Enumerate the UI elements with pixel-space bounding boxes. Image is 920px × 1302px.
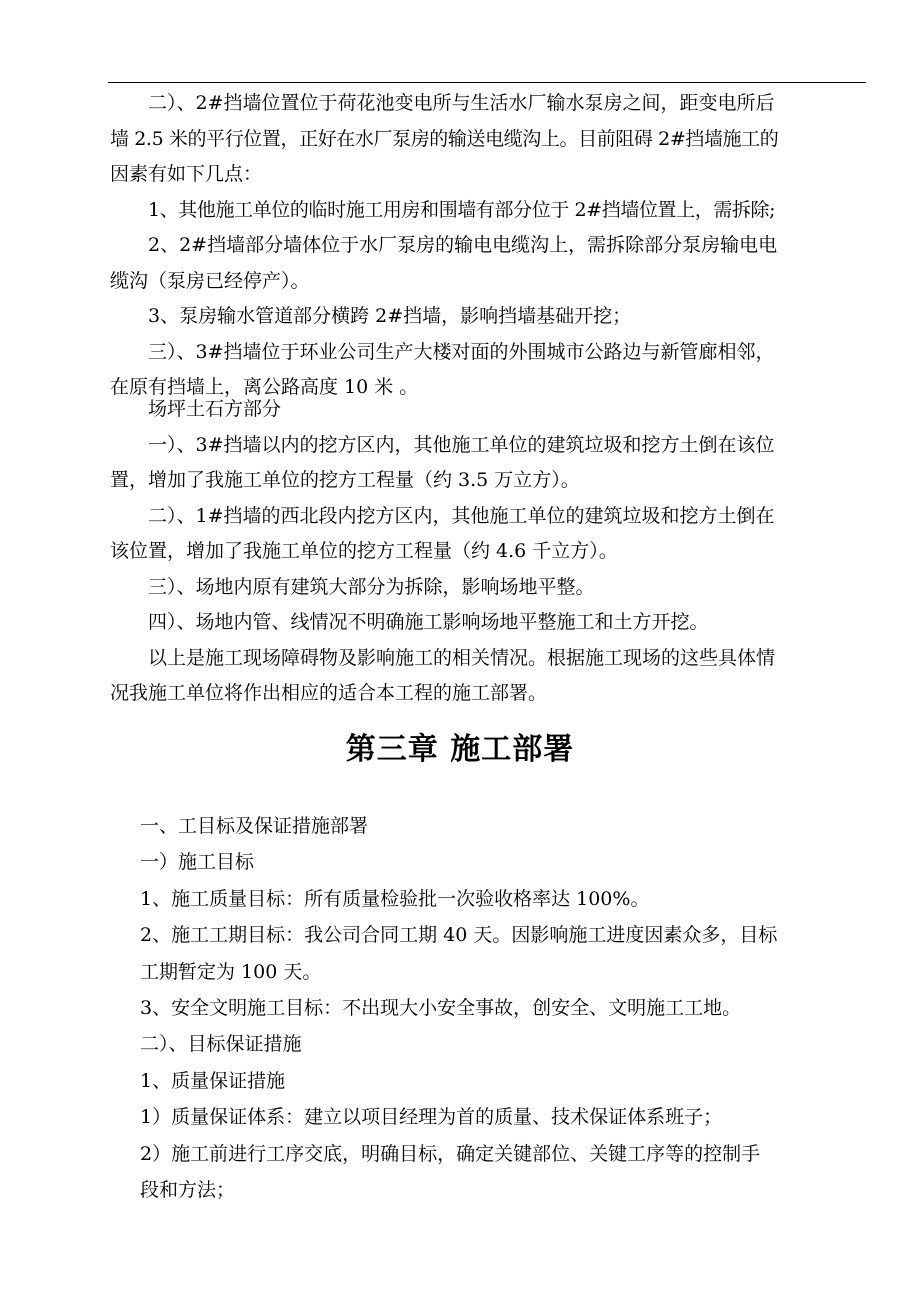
deployment-section: [110, 808, 866, 1208]
chapter-heading: 第三章 施工部署: [345, 732, 575, 767]
paragraph-line: 三）、3#挡墙位于环业公司生产大楼对面的外围城市公路边与新管廊相邻，: [148, 340, 775, 363]
paragraph-line: 三）、场地内原有建筑大部分为拆除，影响场地平整。: [148, 575, 595, 598]
paragraph-line: 1、其他施工单位的临时施工用房和围墙有部分位于 2#挡墙位置上，需拆除;: [148, 198, 776, 221]
paragraph-line: 2、2#挡墙部分墙体位于水厂泵房的输电电缆沟上，需拆除部分泵房输电电: [148, 234, 778, 256]
paragraph-line: 因素有如下几点：: [110, 163, 263, 185]
paragraph-line: 2）施工前进行工序交底，明确目标，确定关键部位、关键工序等的控制手: [140, 1142, 761, 1165]
earthwork-section: [110, 392, 866, 712]
paragraph-line: 一）施工目标: [140, 851, 255, 874]
paragraph-line: 二）、目标保证措施: [140, 1033, 302, 1056]
paragraph-line: 1、施工质量目标：所有质量检验批一次验收格率达 100%。: [140, 887, 650, 910]
paragraph-line: 二）、2#挡墙位置位于荷花池变电所与生活水厂输水泵房之间，距变电所后: [148, 92, 775, 114]
paragraph-line: 1、质量保证措施: [140, 1069, 286, 1092]
paragraph-line: 二）、1#挡墙的西北段内挖方区内，其他施工单位的建筑垃圾和挖方土倒在: [148, 504, 775, 527]
paragraph-line: 该位置，增加了我施工单位的挖方工程量（约 4.6 千立方）。: [110, 540, 618, 562]
header-rule: [108, 82, 866, 83]
paragraph-line: 2、施工工期目标：我公司合同工期 40 天。因影响施工进度因素众多，目标: [140, 924, 778, 947]
paragraph-line: 以上是施工现场障碍物及影响施工的相关情况。根据施工现场的这些具体情: [148, 646, 776, 669]
paragraph-line: 在原有挡墙上，离公路高度 10 米 。: [110, 376, 419, 398]
paragraph-line: 3、泵房输水管道部分横跨 2#挡墙，影响挡墙基础开挖；: [148, 305, 632, 327]
paragraph-line: 3、安全文明施工目标：不出现大小安全事故，创安全、文明施工工地。: [140, 997, 742, 1020]
paragraph-line: 四）、场地内管、线情况不明确施工影响场地平整施工和土方开挖。: [148, 611, 709, 633]
paragraph-line: 况我施工单位将作出相应的适合本工程的施工部署。: [110, 682, 548, 704]
paragraph-line: 缆沟（泵房已经停产）。: [110, 269, 310, 292]
paragraph-line: 一、工目标及保证措施部署: [140, 815, 369, 837]
obstacle-walls-section: [110, 86, 866, 406]
paragraph-line: 墙 2.5 米的平行位置，正好在水厂泵房的输送电缆沟上。目前阻碍 2#挡墙施工的: [110, 127, 779, 150]
paragraph-line: 置，增加了我施工单位的挖方工程量（约 3.5 万立方）。: [110, 469, 580, 491]
subsection-title: 场坪土石方部分: [148, 398, 282, 420]
paragraph-line: 工期暂定为 100 天。: [140, 960, 322, 983]
paragraph-line: 段和方法；: [140, 1179, 236, 1202]
paragraph-line: 一）、3#挡墙以内的挖方区内，其他施工单位的建筑垃圾和挖方土倒在该位: [148, 433, 775, 456]
paragraph-line: 1）质量保证体系：建立以项目经理为首的质量、技术保证体系班子；: [140, 1106, 723, 1129]
